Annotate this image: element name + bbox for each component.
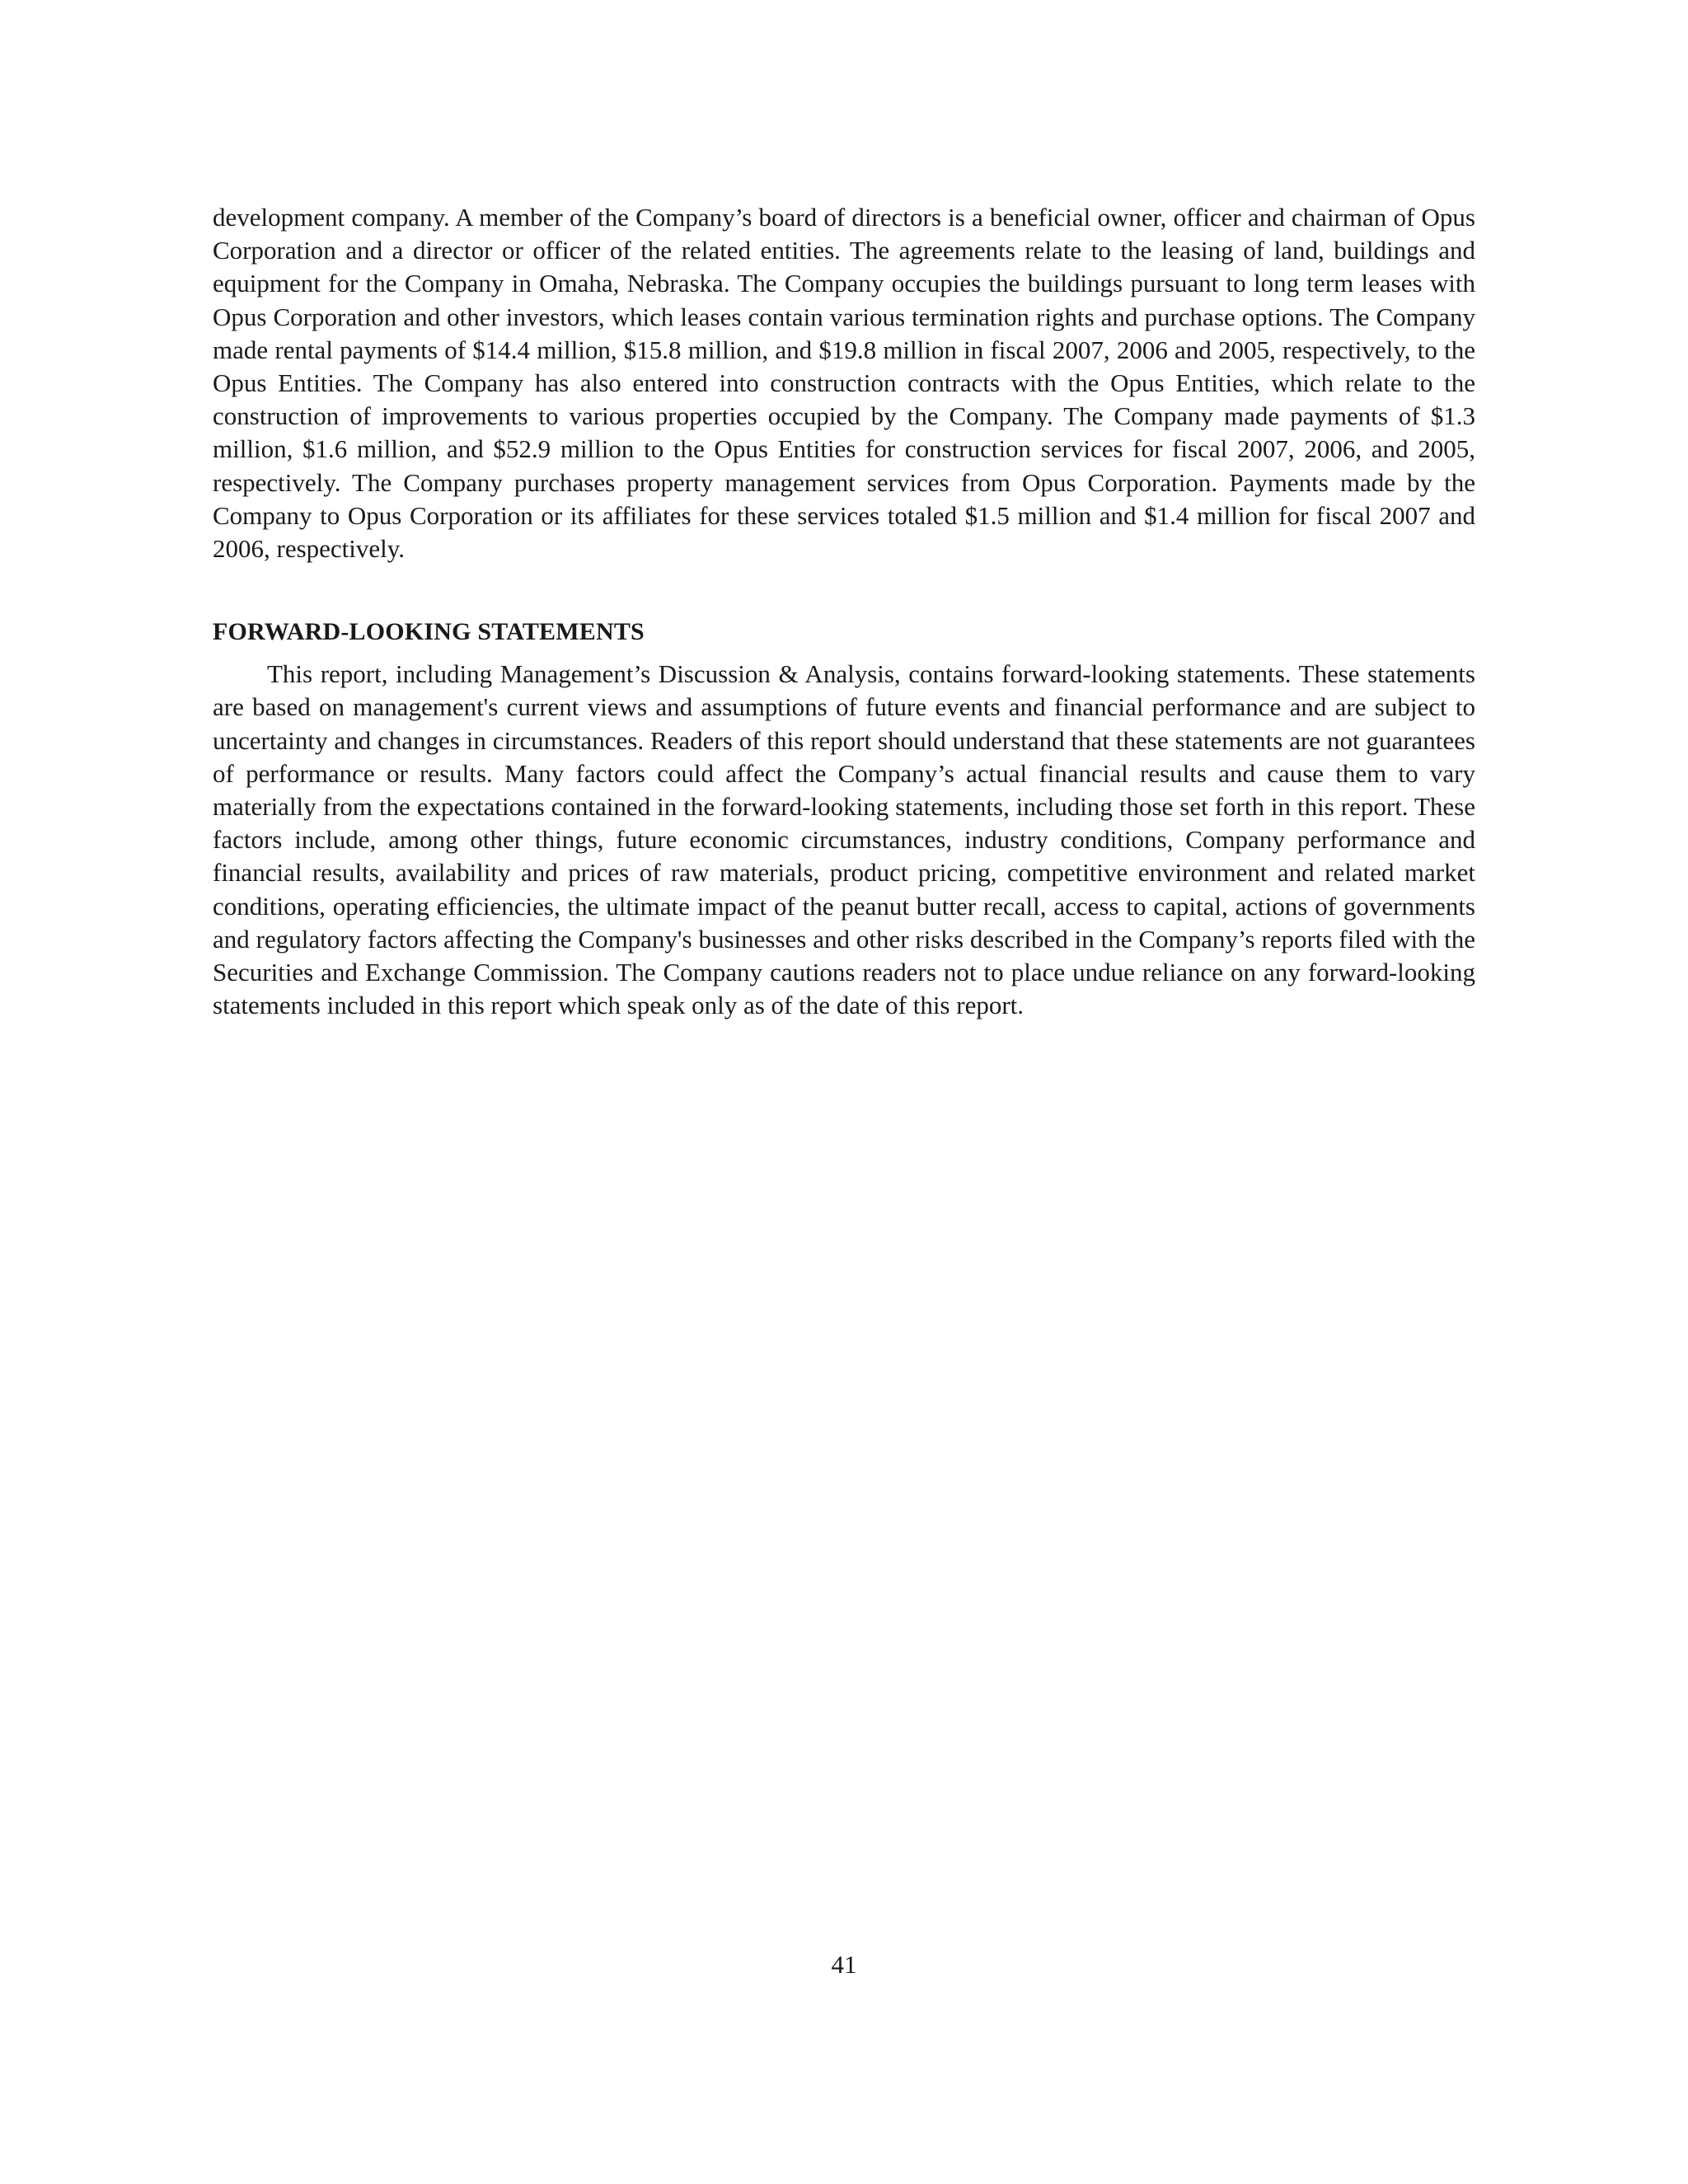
forward-looking-paragraph: This report, including Management’s Discussion & Analysis, contains forward-looking statements. These statements are based on management's current views and assumptions of future events and financial performance and are subject to uncertainty and changes in circumstances. Readers of this report should understand that these statements are not guarantees of performance or results. Many factors could affect the Company’s actual financial results and cause them to vary materially from the expectations contained in the forward-looking statements, including those set forth in this report. These factors include, among other things, future economic circumstances, industry conditions, Company performance and financial results, availability and prices of raw materials, product pricing, competitive environment and related market conditions, operating efficiencies, the ultimate impact of the peanut butter recall, access to capital, actions of governments and regulatory factors affecting the Company's businesses and other risks described in the Company’s reports filed with the Securities and Exchange Commission. The Company cautions readers not to place undue reliance on any forward-looking statements included in this report which speak only as of the date of this report.: [213, 659, 1475, 1020]
page-number: 41: [831, 1950, 857, 1979]
page-body: [213, 201, 1475, 1022]
intro-paragraph: development company. A member of the Company’s board of directors is a beneficial owner, officer and chairman of Opus Corporation and a director or officer of the related entities. The agreements relate to the leasing of land, buildings and equipment for the Company in Omaha, Nebraska. The Company occupies the buildings pursuant to long term leases with Opus Corporation and other investors, which leases contain various termination rights and purchase options. The Company made rental payments of $14.4 million, $15.8 million, and $19.8 million in fiscal 2007, 2006 and 2005, respectively, to the Opus Entities. The Company has also entered into construction contracts with the Opus Entities, which relate to the construction of improvements to various properties occupied by the Company. The Company made payments of $1.3 million, $1.6 million, and $52.9 million to the Opus Entities for construction services for fiscal 2007, 2006, and 2005, respectively. The Company purchases property management services from Opus Corporation. Payments made by the Company to Opus Corporation or its affiliates for these services totaled $1.5 million and $1.4 million for fiscal 2007 and 2006, respectively.: [213, 203, 1475, 564]
section-heading-forward-looking: FORWARD-LOOKING STATEMENTS: [213, 618, 645, 646]
